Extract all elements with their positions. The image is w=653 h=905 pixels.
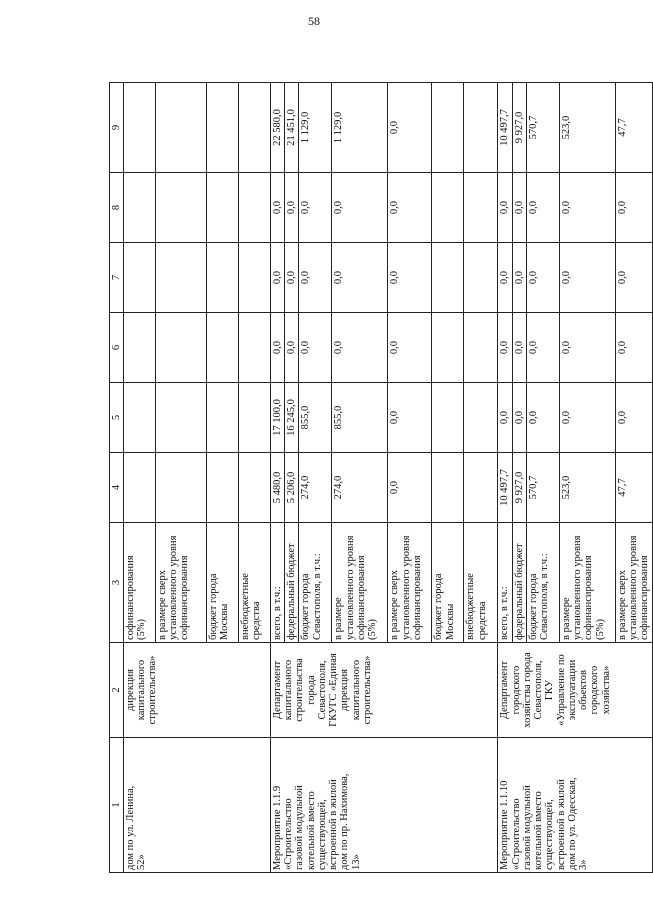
funding-source-line: федеральный бюджет [286,543,298,640]
value-cell: 10 497,7 [498,83,512,173]
value-cell: 10 497,7 [498,453,512,523]
value-cell: 0,0 [299,313,332,383]
value-cell: 0,0 [332,173,388,243]
executor-line: объектов [578,669,590,711]
value-cell [432,243,464,313]
funding-source-line: всего, в т.ч.: [499,586,511,640]
funding-source-line: в размере [333,597,345,640]
value-cell [207,243,239,313]
measure-name-line: дом по ул. Одесская, [566,777,578,870]
value-cell [207,453,239,523]
funding-source-line: (5%) [367,619,379,640]
value-cell: 0,0 [388,313,432,383]
value-cell: 47,7 [615,453,652,523]
measure-name-line: 3» [578,859,590,870]
value-cell: 17 100,0 [271,383,285,453]
page-number: 58 [308,14,320,28]
column-number-1: 1 [110,738,124,873]
funding-source-cell [332,523,388,643]
value-cell [124,173,156,243]
funding-source-line: установленного уровня [344,535,356,640]
value-cell: 0,0 [615,173,652,243]
value-cell [156,83,207,173]
value-cell: 0,0 [559,383,615,453]
executor-line: хозяйства» [600,665,612,715]
executor-line: строительства» [147,655,159,725]
funding-source-cell [615,523,652,643]
value-cell: 0,0 [526,383,559,453]
funding-source-cell [271,523,285,643]
measure-name-line: дом по ул. Ленина, [125,785,136,870]
value-cell: 21 451,0 [285,83,299,173]
value-cell [156,383,207,453]
measure-name-line: «Строительство [283,798,295,870]
executor-line: «Управление по [555,654,567,726]
value-cell: 0,0 [388,243,432,313]
value-cell [124,313,156,383]
value-cell: 0,0 [271,313,285,383]
value-cell [464,313,498,383]
executor-line: капитального [350,659,362,721]
value-cell [124,83,156,173]
value-cell: 0,0 [285,243,299,313]
column-number-7: 7 [110,243,124,313]
funding-source-cell [512,523,526,643]
value-cell: 0,0 [526,313,559,383]
executor-line: хозяйства города [521,652,533,728]
value-cell: 523,0 [559,83,615,173]
funding-source-line: софинансирования [583,555,595,640]
funding-source-line: (5%) [594,619,606,640]
funding-source-line: средства [251,601,263,640]
column-number-8: 8 [110,173,124,243]
value-cell: 16 245,0 [285,383,299,453]
value-cell: 0,0 [559,173,615,243]
value-cell: 0,0 [512,313,526,383]
value-cell [207,313,239,383]
measure-name-cell [124,738,271,873]
value-cell [464,83,498,173]
value-cell [124,243,156,313]
value-cell [207,83,239,173]
value-cell: 0,0 [271,243,285,313]
value-cell: 1 129,0 [332,83,388,173]
value-cell [156,243,207,313]
funding-source-cell [388,523,432,643]
value-cell: 0,0 [615,383,652,453]
measure-name-line: котельной вместо [305,791,317,870]
value-cell: 0,0 [615,243,652,313]
executor-line: капитального [136,659,148,721]
funding-source-line: установленного уровня [628,535,640,640]
column-number-4: 4 [110,453,124,523]
funding-source-cell [464,523,498,643]
measure-name-line: Мероприятие 1.1.9 [272,785,283,870]
funding-source-cell [156,523,207,643]
funding-source-line: Севастополя, в т.ч.: [311,553,323,640]
value-cell: 22 580,0 [271,83,285,173]
value-cell: 9 927,0 [512,83,526,173]
value-cell: 47,7 [615,83,652,173]
measure-name-line: котельной вместо [533,791,545,870]
value-cell [464,453,498,523]
value-cell: 5 480,0 [271,453,285,523]
executor-cell [271,643,498,738]
value-cell: 0,0 [526,173,559,243]
funding-source-cell [124,523,156,643]
funding-source-line: внебюджетные [465,573,477,640]
value-cell [239,313,271,383]
value-cell: 0,0 [332,313,388,383]
table-row [271,83,285,873]
executor-line: Севастополя, [316,660,328,720]
value-cell: 0,0 [285,313,299,383]
measure-name-cell [271,738,498,873]
value-cell: 0,0 [271,173,285,243]
value-cell: 0,0 [388,173,432,243]
value-cell: 0,0 [285,173,299,243]
executor-line: дирекция [125,668,136,712]
column-number-2: 2 [110,643,124,738]
funding-source-cell [207,523,239,643]
funding-source-line: в размере сверх [389,569,401,640]
funding-source-line: Москвы [444,603,456,640]
funding-source-cell [526,523,559,643]
table-row [498,83,512,873]
value-cell: 0,0 [512,173,526,243]
value-cell: 1 129,0 [299,83,332,173]
funding-source-cell [498,523,512,643]
funding-source-line: (5%) [136,619,148,640]
value-cell: 0,0 [526,243,559,313]
value-cell: 0,0 [388,453,432,523]
value-cell: 855,0 [332,383,388,453]
executor-line: Департамент [499,660,511,720]
measure-name-line: Мероприятие 1.1.10 [499,780,511,870]
funding-source-cell [432,523,464,643]
value-cell: 0,0 [299,243,332,313]
column-number-3: 3 [110,523,124,643]
table-body [110,83,653,873]
value-cell [239,243,271,313]
funding-source-line: в размере сверх [616,569,628,640]
measure-name-line: встроенной в жилой [328,779,340,870]
measure-name-cell [498,738,652,873]
value-cell: 5 206,0 [285,453,299,523]
measure-name-line: существующей, [316,799,328,870]
funding-source-line: установленного уровня [400,535,412,640]
funding-source-cell [285,523,299,643]
funding-source-line: софинансирования [639,555,651,640]
value-cell [432,83,464,173]
funding-source-line: софинансирования [411,555,423,640]
value-cell: 570,7 [526,453,559,523]
value-cell [464,383,498,453]
executor-cell [498,643,652,738]
executor-cell [124,643,271,738]
executor-line: эксплуатации [566,659,578,721]
executor-line: строительства [294,658,306,722]
value-cell [432,313,464,383]
value-cell: 0,0 [299,173,332,243]
column-number-6: 6 [110,313,124,383]
value-cell: 570,7 [526,83,559,173]
funding-source-line: бюджет города [433,573,445,640]
value-cell [432,383,464,453]
value-cell [124,383,156,453]
measure-name-line: встроенной в жилой [555,779,567,870]
funding-source-line: установленного уровня [572,535,584,640]
value-cell: 855,0 [299,383,332,453]
funding-source-line: в размере [560,597,572,640]
measure-name-line: дом по пр. Нахимова, [339,773,351,870]
executor-line: капитального [283,659,295,721]
measure-name-line: 13» [350,854,362,870]
funding-source-cell [239,523,271,643]
value-cell: 0,0 [332,243,388,313]
funding-source-line: бюджет города [208,573,219,640]
executor-line: Департамент [272,660,283,720]
value-cell: 274,0 [332,453,388,523]
executor-line: дирекция [339,668,351,712]
value-cell: 9 927,0 [512,453,526,523]
value-cell [239,83,271,173]
funding-source-line: Москвы [219,603,231,640]
measure-name-line: существующей, [544,799,556,870]
financing-table [109,82,653,873]
value-cell: 0,0 [498,243,512,313]
value-cell: 0,0 [498,383,512,453]
executor-line: города [305,675,317,705]
value-cell [432,173,464,243]
value-cell [239,383,271,453]
value-cell [239,173,271,243]
executor-line: Севастополя, [533,660,545,720]
funding-source-line: софинансирования [125,555,136,640]
measure-name-line: газовой модульной [294,785,306,870]
value-cell: 0,0 [512,383,526,453]
funding-source-cell [559,523,615,643]
value-cell [124,453,156,523]
funding-source-line: федеральный бюджет [513,543,525,640]
funding-source-cell [299,523,332,643]
funding-source-line: внебюджетные [240,573,251,640]
value-cell [156,453,207,523]
executor-line: городского [589,665,601,715]
value-cell: 0,0 [559,243,615,313]
funding-source-line: в размере сверх [157,569,168,640]
executor-line: строительства» [361,655,373,725]
value-cell: 0,0 [512,243,526,313]
table-row [124,83,156,873]
funding-source-line: Севастополя, в т.ч.: [539,553,551,640]
value-cell: 0,0 [559,313,615,383]
funding-source-line: установленного уровня [168,535,180,640]
funding-source-line: софинансирования [355,555,367,640]
value-cell: 0,0 [498,173,512,243]
measure-name-line: 52» [136,854,148,870]
column-number-9: 9 [110,83,124,173]
value-cell [156,173,207,243]
funding-source-line: бюджет города [300,573,312,640]
funding-source-line: средства [476,601,488,640]
value-cell: 523,0 [559,453,615,523]
executor-line: городского [510,665,522,715]
value-cell: 274,0 [299,453,332,523]
value-cell [207,383,239,453]
value-cell: 0,0 [615,313,652,383]
value-cell: 0,0 [498,313,512,383]
value-cell: 0,0 [388,83,432,173]
funding-source-line: бюджет города [527,573,539,640]
executor-line: ГКУГС «Единая [328,653,340,727]
column-number-5: 5 [110,383,124,453]
value-cell: 0,0 [388,383,432,453]
rotated-table-container [109,83,651,873]
value-cell [156,313,207,383]
value-cell [207,173,239,243]
value-cell [464,243,498,313]
value-cell [464,173,498,243]
column-number-row [110,83,124,873]
funding-source-line: всего, в т.ч.: [272,586,283,640]
measure-name-line: «Строительство [510,798,522,870]
executor-line: ГКУ [544,679,556,701]
value-cell [239,453,271,523]
value-cell [432,453,464,523]
measure-name-line: газовой модульной [521,785,533,870]
funding-source-line: софинансирования [179,555,191,640]
